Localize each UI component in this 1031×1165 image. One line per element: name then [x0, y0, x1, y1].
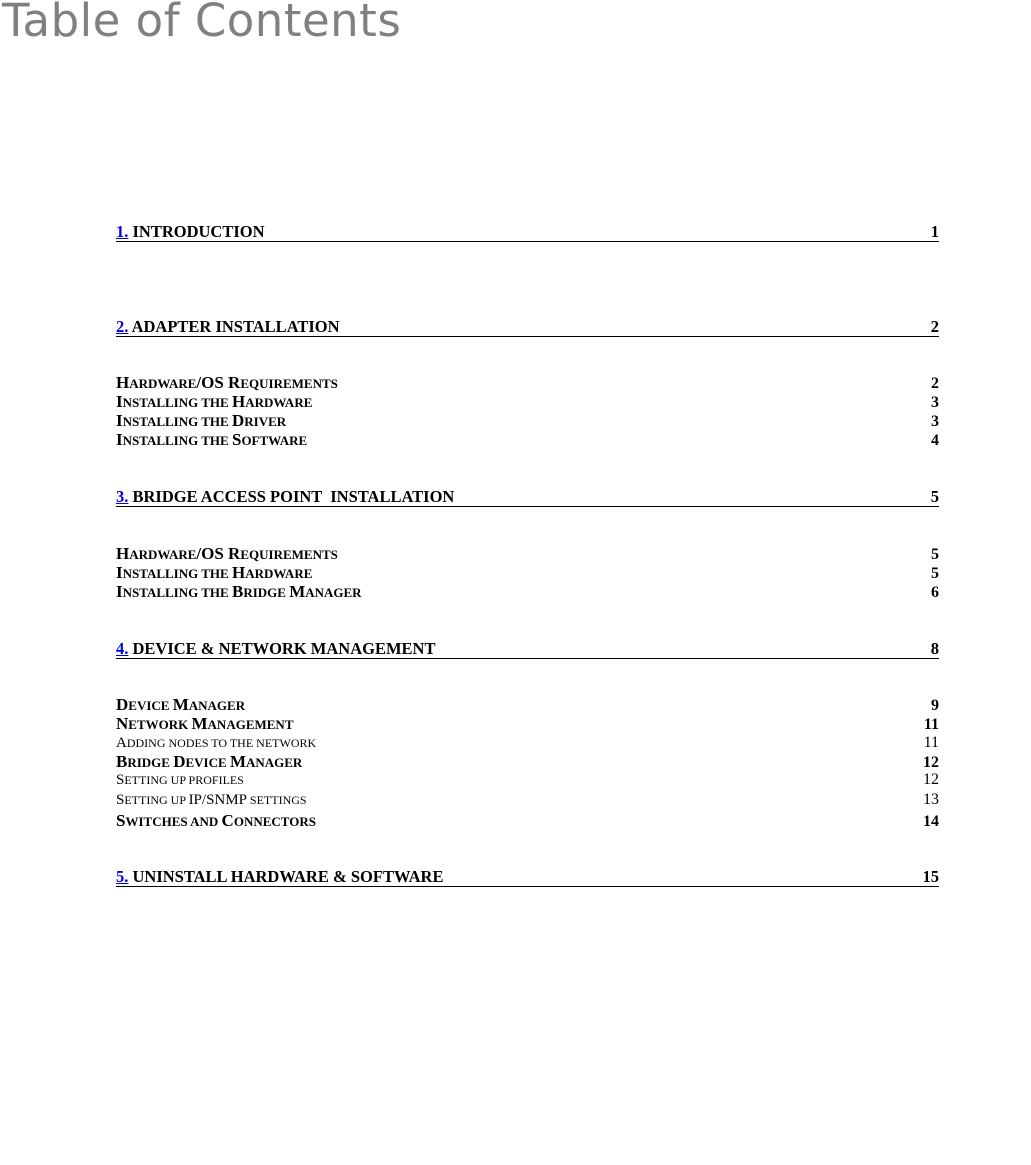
toc-section-installing-driver[interactable]: [116, 413, 939, 430]
toc-section-hardware-os-requirements[interactable]: [116, 546, 939, 563]
toc-section-bridge-device-manager[interactable]: [116, 754, 939, 771]
toc-section-network-management[interactable]: [116, 716, 939, 733]
chapter-title: INTRODUCTION: [132, 222, 265, 241]
section-title: INSTALLING THE SOFTWARE: [116, 430, 308, 449]
page-number: 5: [931, 546, 939, 563]
page-number: 9: [931, 697, 939, 714]
toc-chapter-adapter-installation[interactable]: [116, 318, 939, 337]
section-title: INSTALLING THE BRIDGE MANAGER: [116, 582, 362, 601]
toc-heading: Table of Contents: [2, 0, 402, 47]
section-title: ADDING NODES TO THE NETWORK: [116, 735, 317, 751]
page-number: 3: [931, 413, 939, 430]
toc-chapter-bridge-access-point[interactable]: [116, 488, 939, 507]
page-number: 4: [931, 432, 939, 449]
chapter-label: [116, 223, 265, 241]
page-number: 11: [923, 734, 939, 751]
chapter-number-link[interactable]: 5.: [116, 867, 129, 886]
chapter-title: UNINSTALL HARDWARE & SOFTWARE: [132, 867, 444, 886]
page-number: 6: [931, 584, 939, 601]
chapter-number-link[interactable]: 1.: [116, 222, 129, 241]
toc-subsection-setting-up-profiles[interactable]: [116, 772, 939, 788]
toc-section-hardware-os-requirements[interactable]: [116, 375, 939, 392]
page-number: 14: [923, 813, 939, 830]
chapter-title: ADAPTER INSTALLATION: [131, 317, 340, 336]
toc-subsection-ip-snmp-settings[interactable]: [116, 792, 939, 808]
chapter-label: [116, 640, 435, 658]
chapter-label: [116, 318, 340, 336]
toc-section-installing-bridge-manager[interactable]: [116, 584, 939, 601]
section-title: HARDWARE/OS REQUIREMENTS: [116, 544, 338, 563]
chapter-number-link[interactable]: 2.: [116, 317, 129, 336]
page-number: 5: [930, 487, 939, 506]
section-title: INSTALLING THE HARDWARE: [116, 563, 313, 582]
toc-section-installing-software[interactable]: [116, 432, 939, 449]
page-number: 2: [931, 375, 939, 392]
page-number: 8: [930, 639, 939, 658]
page-number: 2: [930, 317, 939, 336]
page-number: 1: [930, 222, 939, 241]
chapter-label: [116, 868, 443, 886]
section-title: DEVICE MANAGER: [116, 695, 246, 714]
toc-section-installing-hardware[interactable]: [116, 394, 939, 411]
chapter-title: DEVICE & NETWORK MANAGEMENT: [132, 639, 436, 658]
section-title: INSTALLING THE DRIVER: [116, 411, 287, 430]
toc-section-switches-connectors[interactable]: [116, 813, 939, 830]
toc-chapter-introduction[interactable]: [116, 223, 939, 242]
chapter-number-link[interactable]: 4.: [116, 639, 129, 658]
section-title: HARDWARE/OS REQUIREMENTS: [116, 373, 338, 392]
page-number: 12: [923, 754, 939, 771]
section-title: BRIDGE DEVICE MANAGER: [116, 752, 303, 771]
chapter-number-link[interactable]: 3.: [116, 487, 129, 506]
section-title: SETTING UP IP/SNMP SETTINGS: [116, 792, 307, 808]
toc-section-installing-hardware[interactable]: [116, 565, 939, 582]
page-number: 11: [923, 716, 939, 733]
section-title: SETTING UP PROFILES: [116, 772, 244, 788]
page-number: 12: [923, 771, 939, 788]
toc-chapter-device-network-management[interactable]: [116, 640, 939, 659]
chapter-title: BRIDGE ACCESS POINT INSTALLATION: [132, 487, 455, 506]
chapter-label: [116, 488, 454, 506]
page-number: 15: [922, 867, 939, 886]
toc-subsection-adding-nodes[interactable]: [116, 735, 939, 751]
section-title: SWITCHES AND CONNECTORS: [116, 811, 316, 830]
section-title: INSTALLING THE HARDWARE: [116, 392, 313, 411]
page-number: 3: [931, 394, 939, 411]
page-number: 13: [923, 791, 939, 808]
toc-chapter-uninstall[interactable]: [116, 868, 939, 887]
page-number: 5: [931, 565, 939, 582]
toc-section-device-manager[interactable]: [116, 697, 939, 714]
section-title: NETWORK MANAGEMENT: [116, 714, 294, 733]
